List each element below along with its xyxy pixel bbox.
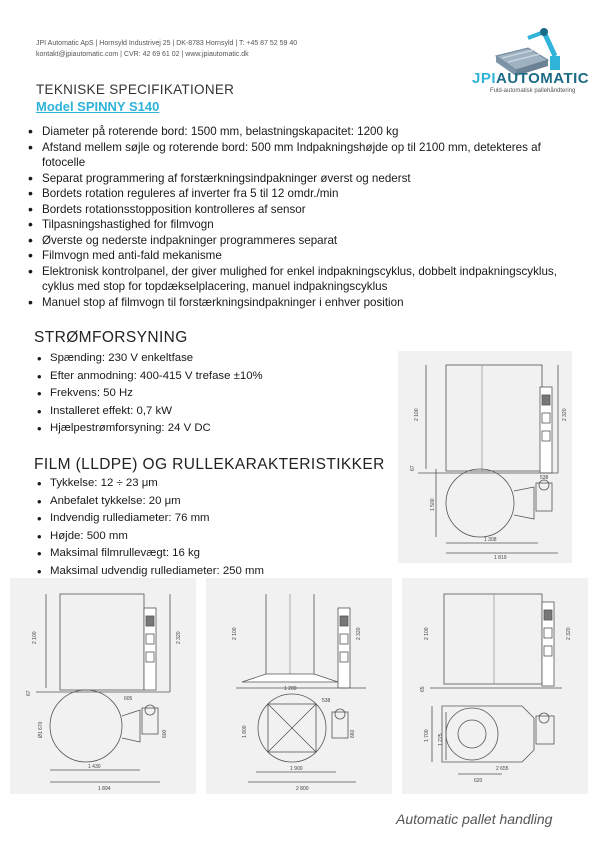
list-item: • Tykkelse: 12 ÷ 23 μm bbox=[36, 475, 376, 493]
dim-label: 660 bbox=[350, 729, 356, 738]
list-item: • Manuel stop af filmvogn til forstærkningsindpakninger i enhver position bbox=[26, 295, 566, 311]
dim-label: 2 320 bbox=[566, 627, 572, 640]
dim-label: 2 100 bbox=[424, 627, 430, 640]
spec-list bbox=[26, 124, 566, 310]
dim-label: Ø1 670 bbox=[38, 721, 44, 738]
list-item: • Filmvogn med anti-fald mekanisme bbox=[26, 248, 566, 264]
film-heading: FILM (LLDPE) OG RULLEKARAKTERISTIKKER bbox=[34, 456, 385, 473]
dim-label: 67 bbox=[410, 465, 416, 471]
drawing-1-svg bbox=[398, 351, 572, 563]
dim-label: 2 800 bbox=[296, 786, 309, 792]
list-item: • Hjælpestrømforsyning: 24 V DC bbox=[36, 420, 366, 438]
dim-label: 1 894 bbox=[98, 786, 111, 792]
dim-label: 1 500 bbox=[430, 498, 436, 511]
power-list bbox=[36, 350, 366, 438]
list-item: • Spænding: 230 V enkeltfase bbox=[36, 350, 366, 368]
list-item: • Separat programmering af forstærkningsindpakninger øverst og nederst bbox=[26, 171, 566, 187]
dim-label: 538 bbox=[540, 475, 549, 481]
technical-drawing-1 bbox=[398, 351, 572, 563]
logo-jpi: JPI bbox=[472, 70, 497, 87]
list-item: • Bordets rotationsstopposition kontrolleres af sensor bbox=[26, 202, 566, 218]
dim-label: 538 bbox=[322, 698, 331, 704]
dim-label: 1 225 bbox=[438, 733, 444, 746]
drawing-3-svg bbox=[206, 578, 392, 794]
contact-line-address: JPI Automatic ApS | Hornsyld Industrivej 25 | DK-8783 Hornsyld | T: +45 87 52 59 40 bbox=[36, 40, 298, 47]
contact-line-email: kontakt@jpiautomatic.com | CVR: 42 69 61 02 | www.jpiautomatic.dk bbox=[36, 51, 249, 58]
list-item: • Installeret effekt: 0,7 kW bbox=[36, 403, 366, 421]
dim-label: 1 800 bbox=[242, 725, 248, 738]
list-item: • Elektronisk kontrolpanel, der giver mulighed for enkel indpakningscyklus, dobbelt indpakningscyklus, cyklus med stop for topdækselplacering, manuel indpakningscyklus bbox=[26, 264, 566, 295]
dim-label: 1 308 bbox=[484, 537, 497, 543]
dim-label: 2 320 bbox=[562, 408, 568, 421]
dim-label: 67 bbox=[26, 690, 32, 696]
list-item: • Frekvens: 50 Hz bbox=[36, 385, 366, 403]
technical-drawing-4 bbox=[402, 578, 588, 794]
drawing-2-svg bbox=[10, 578, 196, 794]
dim-label: 600 bbox=[162, 729, 168, 738]
list-item: • Indvendig rullediameter: 76 mm bbox=[36, 510, 376, 528]
dim-label: 1 700 bbox=[424, 729, 430, 742]
dim-label: 2 100 bbox=[32, 631, 38, 644]
dim-label: 1 200 bbox=[284, 686, 297, 692]
dim-label: 65 bbox=[420, 686, 426, 692]
page-title: TEKNISKE SPECIFIKATIONER bbox=[36, 82, 235, 97]
list-item: • Maksimal udvendig rullediameter: 250 mm bbox=[36, 563, 376, 581]
dim-label: 1 430 bbox=[88, 764, 101, 770]
list-item: • Tilpasningshastighed for filmvogn bbox=[26, 217, 566, 233]
list-item: • Øverste og nederste indpakninger programmeres separat bbox=[26, 233, 566, 249]
dim-label: 605 bbox=[124, 696, 133, 702]
list-item: • Efter anmodning: 400-415 V trefase ±10% bbox=[36, 368, 366, 386]
dim-label: 2 100 bbox=[232, 627, 238, 640]
technical-drawing-2 bbox=[10, 578, 196, 794]
company-logo-text bbox=[472, 70, 589, 87]
dim-label: 2 320 bbox=[176, 631, 182, 644]
contact-info bbox=[36, 38, 297, 60]
footer-tagline: Automatic pallet handling bbox=[396, 811, 553, 827]
list-item: • Afstand mellem søjle og roterende bord: 500 mm Indpakningshøjde op til 2100 mm, detekteres af fotocelle bbox=[26, 140, 566, 171]
logo-automatic: AUTOMATIC bbox=[496, 70, 590, 87]
film-list bbox=[36, 475, 376, 580]
power-heading: STRØMFORSYNING bbox=[34, 329, 188, 346]
model-name: Model SPINNY S140 bbox=[36, 99, 160, 114]
list-item: • Maksimal filmrullevægt: 16 kg bbox=[36, 545, 376, 563]
list-item: • Bordets rotation reguleres af inverter fra 5 til 12 omdr./min bbox=[26, 186, 566, 202]
logo-tagline: Fuld-automatisk pallehåndtering bbox=[490, 88, 576, 94]
dim-label: 620 bbox=[474, 778, 483, 784]
list-item: • Højde: 500 mm bbox=[36, 528, 376, 546]
dim-label: 2 655 bbox=[496, 766, 509, 772]
dim-label: 2 100 bbox=[414, 408, 420, 421]
drawing-4-svg bbox=[402, 578, 588, 794]
list-item: • Anbefalet tykkelse: 20 μm bbox=[36, 493, 376, 511]
list-item: • Diameter på roterende bord: 1500 mm, belastningskapacitet: 1200 kg bbox=[26, 124, 566, 140]
dim-label: 1 819 bbox=[494, 555, 507, 561]
dim-label: 1 900 bbox=[290, 766, 303, 772]
dim-label: 2 320 bbox=[356, 627, 362, 640]
technical-drawing-3 bbox=[206, 578, 392, 794]
